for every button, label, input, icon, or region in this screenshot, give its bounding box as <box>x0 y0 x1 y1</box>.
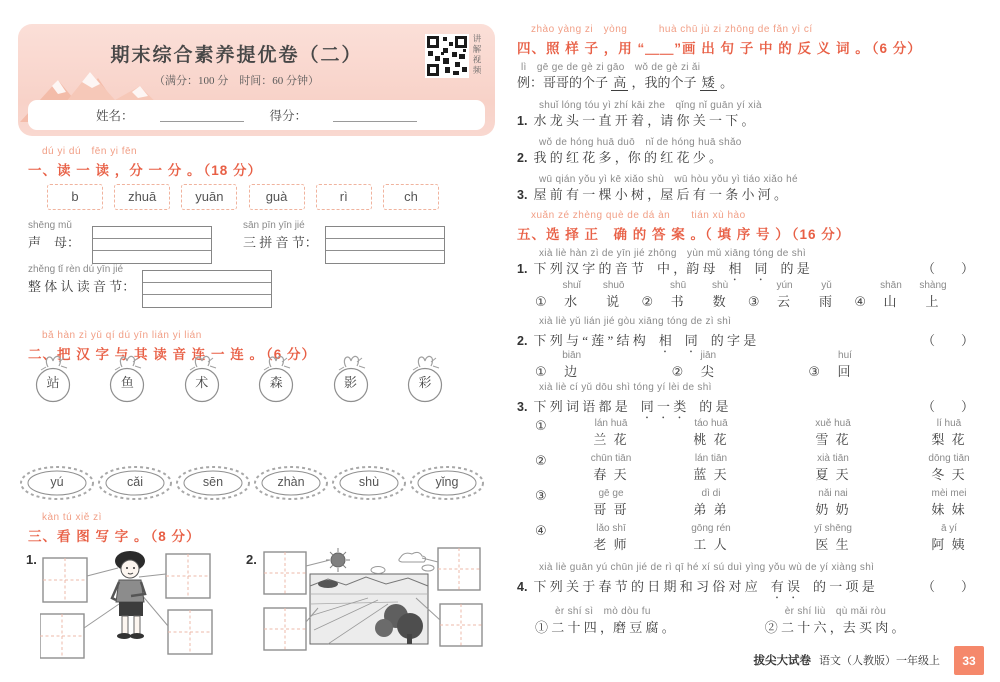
q3-pinyin: xià liè cí yǔ dōu shì tóng yí lèi de shì <box>539 382 712 393</box>
q3-option-row[interactable]: ③ gē ge 哥 哥 dì di 弟 弟 nǎi nai 奶 奶 mèi mei 妹 妹 <box>535 488 967 517</box>
page-number-badge: 33 <box>954 646 984 675</box>
character-bag[interactable] <box>253 352 301 412</box>
q2-answer-bracket[interactable]: （ ） <box>921 333 974 348</box>
q2-option[interactable]: ① biān 边 <box>535 350 582 379</box>
syllable-box[interactable]: b <box>47 184 103 210</box>
qr-label: 讲解视频 <box>472 34 482 76</box>
figure-2-number: 2. <box>246 552 257 567</box>
group-initials-label: 声 母： <box>28 235 81 250</box>
section-3-heading <box>28 512 201 545</box>
landscape-writing-figure[interactable] <box>258 546 486 668</box>
syllable-box-row <box>47 184 439 210</box>
figure-1-number: 1. <box>26 552 37 567</box>
footer-edition: 语文（人教版）一年级上 <box>819 655 940 667</box>
q3-option-row[interactable]: ② chūn tiān 春 天 lán tiān 蓝 天 xià tiān 夏 天 dōng tiān 冬 天 <box>535 453 970 482</box>
q1-option[interactable]: ④ shān 山 shàng 上 <box>854 280 947 309</box>
name-score-bar <box>28 100 485 130</box>
section-5-points: （16 分） <box>791 227 851 242</box>
pinyin-flower[interactable] <box>18 464 96 502</box>
s4-item-pinyin: wǒ de hóng huā duō nǐ de hóng huā shǎo <box>539 137 742 148</box>
pinyin-flower[interactable] <box>408 464 486 502</box>
q4-text: 4. 下 列 关 于 春 节 的 日 期 和 习 俗 对 应 有 误 的 一 项 是 <box>517 579 875 594</box>
section-5-heading <box>517 206 850 243</box>
three-pin-answer-box[interactable] <box>325 226 445 264</box>
q2-option[interactable]: ② jiān 尖 <box>671 350 717 379</box>
q4-option-pinyin: èr shí liù qù mǎi ròu <box>784 606 887 617</box>
paper-title: 期末综合素养提优卷（二） <box>110 45 363 66</box>
item-number: 3. <box>517 188 528 202</box>
example-underlined-word: 高 <box>613 75 627 90</box>
page-footer <box>754 652 941 668</box>
q1-option[interactable]: ② shū 书 shù 数 <box>641 280 729 309</box>
syllable-box[interactable]: zhuā <box>114 184 170 210</box>
q1-answer-bracket[interactable]: （ ） <box>921 261 974 276</box>
s4-item-pinyin: wū qián yǒu yì kē xiǎo shù wū hòu yǒu yì tiáo xiǎo hé <box>539 174 798 185</box>
q4-option[interactable]: èr shí liù qù mǎi ròu ② 二 十 六 ，去 买 肉 。 <box>765 602 905 636</box>
bag-character: 影 <box>344 375 358 390</box>
whole-syllable-answer-box[interactable] <box>142 270 272 308</box>
bag-character: 术 <box>195 375 209 390</box>
q3-option-row[interactable]: ④ lǎo shī 老 师 gōng rén 工 人 yī shēng 医 生 ā yí 阿 姨 <box>535 523 967 552</box>
score-input-line[interactable] <box>333 109 417 122</box>
flower-pinyin: yú <box>50 475 64 489</box>
example-text: ，我的个子 <box>628 75 700 90</box>
q1-options <box>535 280 950 310</box>
section-3-title: 三、看 图 写 字 。 <box>28 529 149 544</box>
section-4-title: 四、照 样 子 ，用 “＿＿”画 出 句 子 中 的 反 义 词 。 <box>517 41 870 56</box>
item-text: 水 龙 头 一 直 开 着 ，请 你 关 一 下 。 <box>533 113 755 128</box>
bag-character: 鱼 <box>120 375 134 390</box>
initials-answer-box[interactable] <box>92 226 212 264</box>
group-whole-syllable <box>28 264 135 295</box>
syllable-box[interactable]: guà <box>249 184 305 210</box>
s4-item-sentence[interactable] <box>517 184 787 203</box>
q4-option-pinyin: èr shí sì mò dòu fu <box>555 606 651 617</box>
question-number: 4. <box>517 580 528 594</box>
question-number: 1. <box>517 262 528 276</box>
section-1-points: （18 分） <box>203 163 263 178</box>
q1-text: 1. 下 列 汉 字 的 音 节 中 ，韵 母 相 同 的 是 <box>517 261 810 276</box>
item-number: 2. <box>517 151 528 165</box>
character-bag[interactable] <box>328 352 376 412</box>
q3-text: 3. 下 列 词 语 都 是 同 一 类 的 是 <box>517 399 729 414</box>
group-initials <box>28 220 80 251</box>
character-bag-row <box>30 352 450 412</box>
group-three-pin-pinyin: sān pīn yīn jié <box>243 220 305 231</box>
qr-code-icon[interactable] <box>425 34 469 78</box>
flower-pinyin: shù <box>358 475 380 489</box>
question-number: 3. <box>517 400 528 414</box>
question-number: 2. <box>517 334 528 348</box>
paper-header <box>18 24 495 136</box>
example-sentence <box>517 72 733 91</box>
q4-answer-bracket[interactable]: （ ） <box>921 579 974 594</box>
q4-options <box>535 602 905 636</box>
name-label: 姓名： <box>95 109 134 123</box>
flower-pinyin: zhàn <box>277 475 305 489</box>
section-5-pinyin: xuǎn zé zhèng què de dá àn tián xù hào <box>531 210 746 221</box>
bag-character: 站 <box>46 375 60 390</box>
paper-subtitle: （满分：100 分 时间：60 分钟） <box>154 75 319 87</box>
example-underlined-word: 矮 <box>701 75 715 90</box>
qr-block <box>425 34 483 78</box>
q4-pinyin: xià liè guān yú chūn jié de rì qī hé xí sú duì yìng yǒu wù de yí xiàng shì <box>539 562 875 573</box>
pinyin-flower[interactable] <box>174 464 252 502</box>
bag-character: 彩 <box>418 375 432 390</box>
syllable-box[interactable]: rì <box>316 184 372 210</box>
item-text: 屋 前 有 一 棵 小 树 ，屋 后 有 一 条 小 河 。 <box>533 187 787 202</box>
section-3-pinyin: kàn tú xiě zì <box>42 512 102 523</box>
s4-item-pinyin: shuǐ lóng tóu yì zhí kāi zhe qǐng nǐ guān yí xià <box>539 100 762 111</box>
flower-pinyin: yǐng <box>435 475 459 489</box>
section-4-points: （6 分） <box>871 41 922 56</box>
group-three-pin <box>243 220 318 251</box>
group-initials-pinyin: shēng mǔ <box>28 220 72 231</box>
flower-pinyin: cǎi <box>127 475 143 489</box>
s4-item-sentence[interactable] <box>517 147 722 166</box>
right-column <box>505 0 992 682</box>
item-text: 我 的 红 花 多 ，你 的 红 花 少 。 <box>533 150 722 165</box>
section-2-pinyin: bǎ hàn zì yǔ qí dú yīn lián yi lián <box>42 330 202 341</box>
example-pinyin: lì gē ge de gè zi gāo wǒ de gè zi ǎi <box>521 62 701 73</box>
section-2-title: 二、把 汉 字 与 其 读 音 连 一 连 。 <box>28 347 265 362</box>
section-3-points: （8 分） <box>150 529 201 544</box>
syllable-box[interactable]: yuān <box>181 184 237 210</box>
q1-pinyin: xià liè hàn zì de yīn jié zhōng yùn mǔ xiāng tóng de shì <box>539 248 806 259</box>
character-bag[interactable] <box>402 352 450 412</box>
section-4-heading <box>517 20 922 57</box>
q3-answer-bracket[interactable]: （ ） <box>921 399 974 414</box>
q3-option-row[interactable]: ① lán huā 兰 花 táo huā 桃 花 xuě huā 雪 花 lí huā 梨 花 <box>535 418 967 447</box>
section-1-title: 一、读 一 读 ，分 一 分 。 <box>28 163 202 178</box>
boy-illustration <box>112 551 145 639</box>
boy-writing-figure[interactable] <box>40 546 240 668</box>
flower-pinyin: sēn <box>202 475 224 489</box>
section-4-pinyin: zhào yàng zi yòng huà chū jù zi zhōng de fǎn yì cí <box>531 24 813 35</box>
character-bag[interactable] <box>179 352 227 412</box>
score-label: 得分： <box>269 109 308 123</box>
q2-pinyin: xià liè yǔ lián jié gòu xiāng tóng de zì shì <box>539 316 732 327</box>
syllable-box[interactable]: ch <box>383 184 439 210</box>
q2-options <box>535 350 862 380</box>
group-whole-syllable-label: 整 体 认 读 音 节： <box>28 279 136 294</box>
pinyin-flower[interactable] <box>96 464 174 502</box>
landscape-illustration <box>310 548 434 644</box>
section-1-pinyin: dú yi dú fēn yi fēn <box>42 146 138 157</box>
pinyin-flower[interactable] <box>330 464 408 502</box>
example-text: 。 <box>716 75 734 90</box>
footer-brand: 拔尖大试卷 <box>753 655 811 667</box>
q1-option[interactable]: ③ yún 云 yǔ 雨 <box>747 280 835 309</box>
q1-option[interactable]: ① shuǐ 水 shuō 说 <box>535 280 625 309</box>
pinyin-flower[interactable] <box>252 464 330 502</box>
section-1-heading <box>28 142 262 179</box>
character-bag[interactable] <box>104 352 152 412</box>
character-bag[interactable] <box>30 352 78 412</box>
q2-option[interactable]: ③ huí 回 <box>808 350 853 379</box>
q4-option[interactable]: èr shí sì mò dòu fu ① 二 十 四 ，磨 豆 腐 。 <box>535 602 675 636</box>
group-three-pin-label: 三 拼 音 节： <box>243 235 318 250</box>
q2-text: 2. 下 列 与 “ 莲 ” 结 构 相 同 的 字 是 <box>517 333 757 348</box>
section-2-points: （6 分） <box>266 347 317 362</box>
item-number: 1. <box>517 114 528 128</box>
section-5-title: 五、选 择 正 确 的 答 案 。（ 填 序 号 ） <box>517 227 790 242</box>
bag-character: 森 <box>269 375 283 390</box>
group-whole-syllable-pinyin: zhěng tǐ rèn dú yīn jié <box>28 264 124 275</box>
name-input-line[interactable] <box>160 109 244 122</box>
pinyin-flower-row <box>18 464 468 502</box>
s4-item-sentence[interactable] <box>517 110 754 129</box>
example-text: 例：哥哥的个子 <box>517 75 612 90</box>
